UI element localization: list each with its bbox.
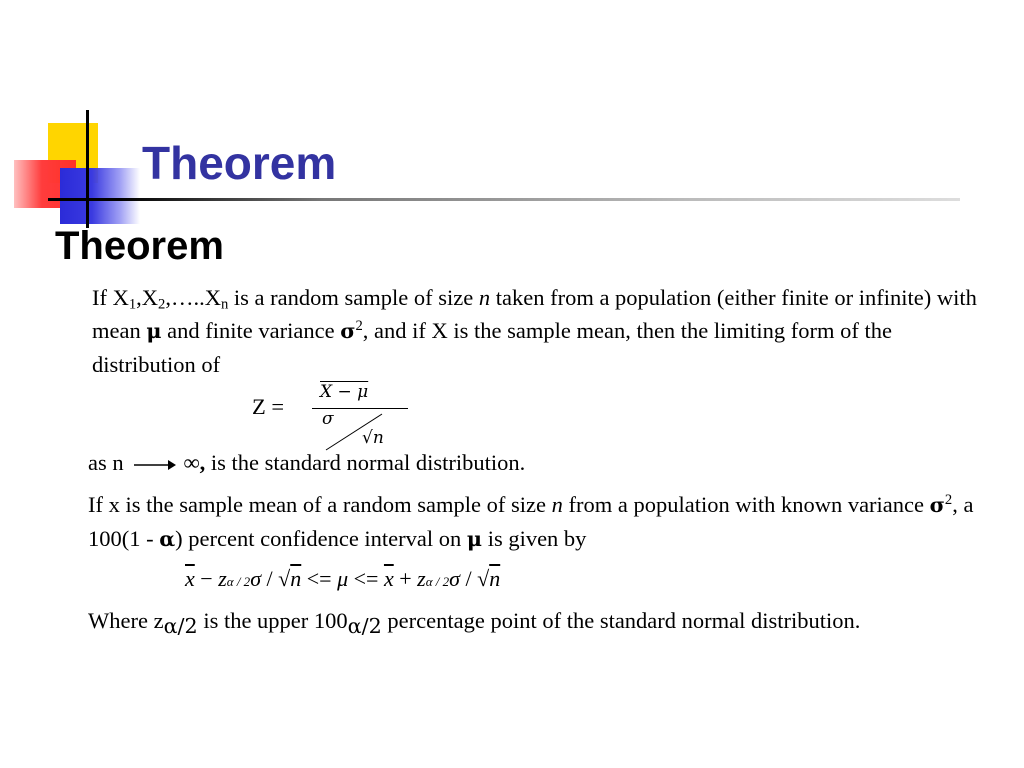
decor-vertical-line (86, 110, 89, 228)
confidence-paragraph: If x is the sample mean of a random sample of size n from a population with known variance $\sigma^2$, a 100(1 - α) percent confidence interval on μ is given by (88, 491, 974, 551)
z-numerator: X − μ (320, 382, 369, 402)
limit-paragraph: as n ∞, is the standard normal distribution. (88, 450, 526, 475)
decor-blue-square (60, 168, 140, 224)
title-underline (48, 198, 960, 201)
z-denominator-sigma: σ (322, 409, 334, 429)
where-paragraph: Where $z_{\alpha/2}$ is the upper $100_{\alpha/2}$ percentage point of the standard normal distribution. (88, 608, 861, 639)
confidence-interval-formula: $\overline{x} - z\alpha / 2\sigma / √n <= \mu <= \overline{x} + z\alpha / 2\sigma / √n$ (185, 566, 501, 591)
arrow-right-icon (132, 458, 178, 472)
section-heading: Theorem (55, 224, 224, 268)
z-denominator-sqrt-n: √n (362, 428, 384, 448)
slide-title: Theorem (142, 137, 337, 189)
z-formula (312, 380, 412, 452)
z-label: Z = (252, 394, 285, 419)
theorem-paragraph: If $X_1,X_2,\dots..X_n$ is a random sample of size n taken from a population (either finite or infinite) with mean μ and finite variance $\sigma^2$, and if X is the sample mean, then the limiting form of the distribution of (92, 285, 977, 377)
